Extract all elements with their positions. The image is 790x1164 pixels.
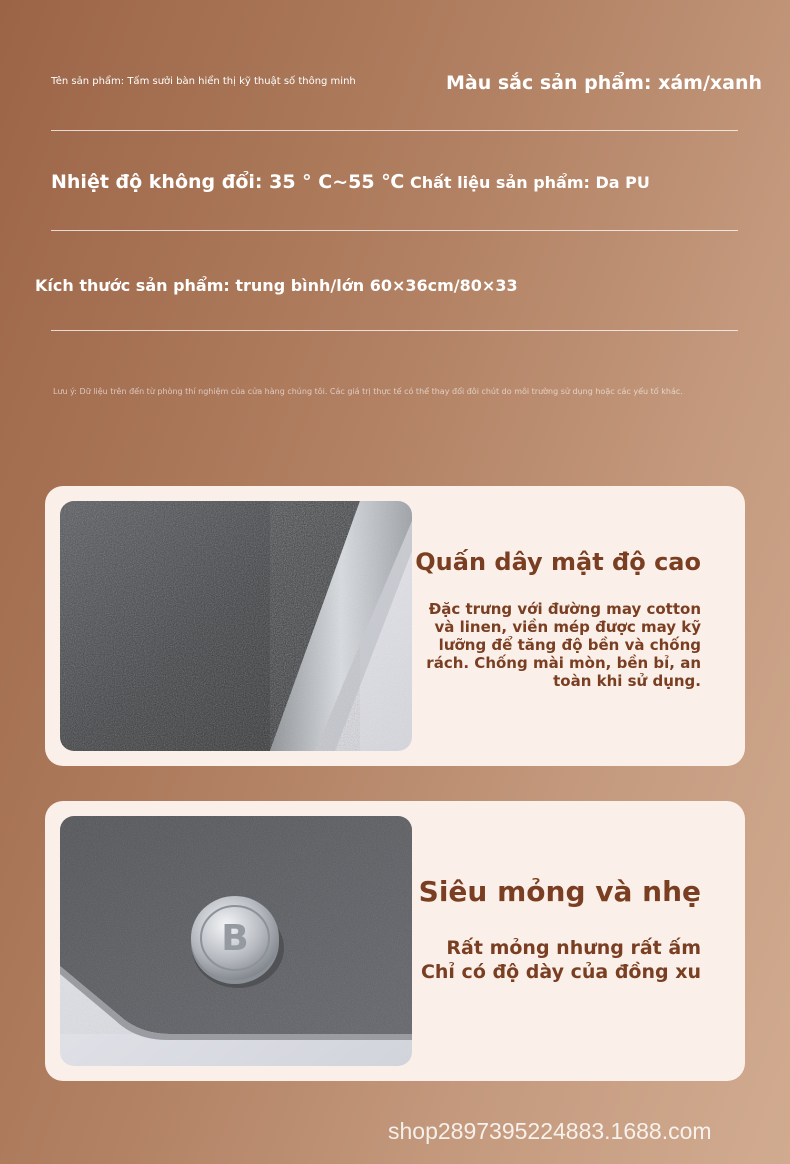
description-line: Rất mỏng nhưng rất ấm bbox=[446, 937, 701, 959]
feature-card-text bbox=[419, 875, 701, 984]
feature-card-text bbox=[415, 548, 701, 690]
color-spec: Màu sắc sản phẩm: xám/xanh bbox=[446, 72, 763, 94]
stitched-edge-photo bbox=[60, 501, 412, 751]
feature-card-stitching bbox=[45, 486, 745, 766]
description-line: rách. Chống mài mòn, bền bỉ, an bbox=[426, 654, 701, 672]
stitched-edge-image bbox=[60, 501, 412, 751]
material-spec: Chất liệu sản phẩm: Da PU bbox=[410, 173, 650, 192]
feature-card-thin bbox=[45, 801, 745, 1081]
disclaimer-note: Lưu ý: Dữ liệu trên đến từ phòng thí nghiệm của cửa hàng chúng tôi. Các giá trị thực tế có thể thay đổi đôi chút do môi trường sử dụng hoặc các yếu tố khác. bbox=[53, 387, 683, 396]
description-line: Đặc trưng với đường may cotton bbox=[428, 600, 701, 618]
feature-title: Quấn dây mật độ cao bbox=[415, 548, 701, 576]
description-line: Chỉ có độ dày của đồng xu bbox=[420, 961, 701, 983]
temperature-spec: Nhiệt độ không đổi: 35 ° C~55 ℃ bbox=[51, 171, 405, 193]
shop-watermark: shop2897395224883.1688.com bbox=[388, 1118, 712, 1144]
description-line: toàn khi sử dụng. bbox=[553, 672, 701, 690]
size-spec: Kích thước sản phẩm: trung bình/lớn 60×36cm/80×33 bbox=[35, 276, 518, 295]
feature-description bbox=[419, 936, 701, 984]
description-line: và linen, viền mép được may kỹ bbox=[434, 618, 701, 636]
product-name-spec: Tên sản phẩm: Tấm sưởi bàn hiển thị kỹ thuật số thông minh bbox=[51, 76, 356, 87]
feature-title: Siêu mỏng và nhẹ bbox=[418, 875, 701, 908]
divider bbox=[51, 230, 738, 231]
coin-on-mat-photo bbox=[60, 816, 412, 1066]
divider bbox=[51, 130, 738, 131]
feature-description bbox=[415, 600, 701, 690]
coin-on-mat-image bbox=[60, 816, 412, 1066]
description-line: lưỡng để tăng độ bền và chống bbox=[438, 636, 701, 654]
divider bbox=[51, 330, 738, 331]
svg-text:B: B bbox=[221, 918, 249, 959]
